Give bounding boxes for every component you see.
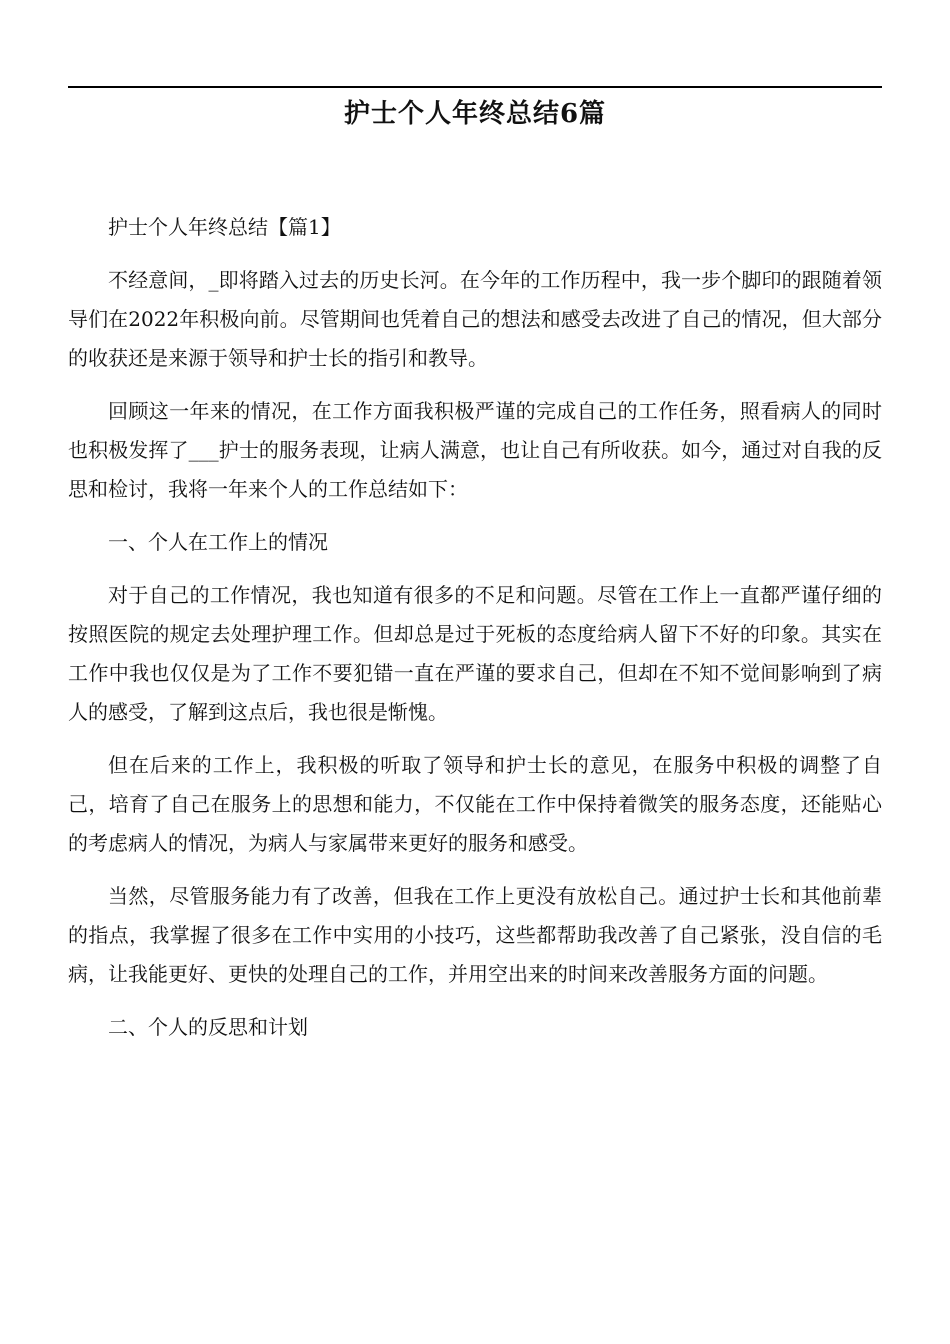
body-paragraph: 回顾这一年来的情况，在工作方面我积极严谨的完成自己的工作任务，照看病人的同时也积极发挥了___护士的服务表现，让病人满意，也让自己有所收获。如今，通过对自我的反思和检讨，我将一年来个人的工作总结如下：: [68, 399, 882, 501]
body-paragraph: 不经意间，_即将踏入过去的历史长河。在今年的工作历程中，我一步个脚印的跟随着领导们在2022年积极向前。尽管期间也凭着自己的想法和感受去改进了自己的情况，但大部分的收获还是来源于领导和护士长的指引和教导。: [68, 268, 882, 370]
document-title: 护士个人年终总结6篇: [343, 99, 607, 129]
header-rule: [68, 86, 882, 88]
section-heading: 二、个人的反思和计划: [108, 1015, 308, 1039]
document-body: [68, 208, 882, 1061]
body-paragraph: 对于自己的工作情况，我也知道有很多的不足和问题。尽管在工作上一直都严谨仔细的按照医院的规定去处理护理工作。但却总是过于死板的态度给病人留下不好的印象。其实在工作中我也仅仅是为了工作不要犯错一直在严谨的要求自己，但却在不知不觉间影响到了病人的感受，了解到这点后，我也很是惭愧。: [68, 583, 882, 724]
article-heading: 护士个人年终总结【篇1】: [108, 215, 341, 239]
body-paragraph: 当然，尽管服务能力有了改善，但我在工作上更没有放松自己。通过护士长和其他前辈的指点，我掌握了很多在工作中实用的小技巧，这些都帮助我改善了自己紧张，没自信的毛病，让我能更好、更快的处理自己的工作，并用空出来的时间来改善服务方面的问题。: [68, 884, 882, 986]
section-heading: 一、个人在工作上的情况: [108, 530, 328, 554]
body-paragraph: 但在后来的工作上，我积极的听取了领导和护士长的意见，在服务中积极的调整了自己，培育了自己在服务上的思想和能力，不仅能在工作中保持着微笑的服务态度，还能贴心的考虑病人的情况，为病人与家属带来更好的服务和感受。: [68, 753, 882, 855]
